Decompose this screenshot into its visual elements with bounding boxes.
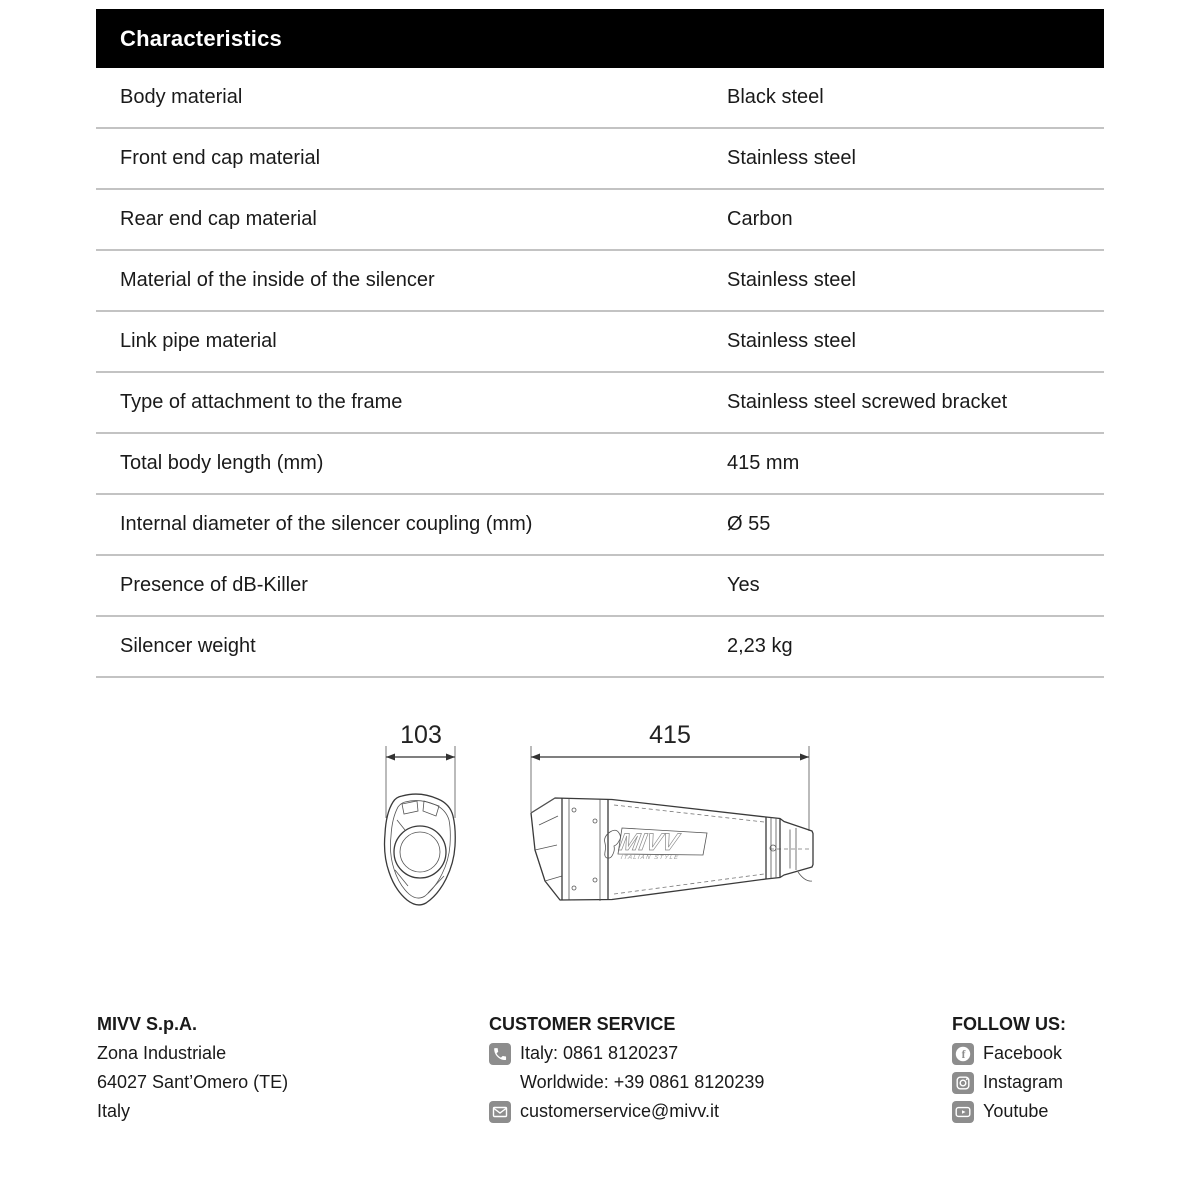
spec-value: Carbon: [727, 208, 793, 230]
spec-value: Ø 55: [727, 513, 771, 535]
table-row: [96, 373, 1104, 434]
technical-drawing: [350, 700, 830, 950]
social-label: Facebook: [983, 1043, 1063, 1063]
table-row: [96, 312, 1104, 373]
length-dimension-lines: [531, 746, 809, 831]
spec-value: Stainless steel screwed bracket: [727, 391, 1008, 413]
characteristics-title: Characteristics: [120, 25, 282, 51]
svg-text:f: f: [961, 1048, 966, 1061]
facebook-icon: [952, 1043, 974, 1065]
spec-label: Rear end cap material: [120, 208, 317, 230]
spec-label: Internal diameter of the silencer coupling (mm): [120, 513, 533, 535]
youtube-icon: [952, 1101, 974, 1123]
spec-label: Silencer weight: [120, 635, 256, 657]
spec-value: 2,23 kg: [727, 635, 793, 657]
phone-italy-number[interactable]: Italy: 0861 8120237: [520, 1043, 679, 1063]
table-row: [96, 68, 1104, 129]
email-row: [489, 1097, 889, 1126]
mivv-logo: [605, 828, 707, 861]
length-dimension-label: 415: [649, 721, 691, 749]
logo-wordmark: MIVV: [617, 829, 681, 856]
table-row: [96, 251, 1104, 312]
table-row: [96, 495, 1104, 556]
spec-label: Body material: [120, 86, 243, 108]
company-address-line: Zona Industriale: [97, 1043, 227, 1063]
table-row: [96, 434, 1104, 495]
instagram-icon: [952, 1072, 974, 1094]
company-address-line: Italy: [97, 1101, 131, 1121]
table-row: [96, 556, 1104, 617]
table-row: [96, 129, 1104, 190]
characteristics-header: [96, 9, 1104, 68]
phone-italy-row: [489, 1039, 889, 1068]
social-label: Instagram: [983, 1072, 1064, 1092]
spec-value: Yes: [727, 574, 760, 596]
follow-us-title: FOLLOW US:: [952, 1014, 1066, 1034]
phone-icon: [489, 1043, 511, 1065]
spec-label: Material of the inside of the silencer: [120, 269, 435, 291]
spec-value: Stainless steel: [727, 147, 856, 169]
social-link-instagram[interactable]: [952, 1068, 1172, 1097]
spec-value: 415 mm: [727, 452, 800, 474]
spec-value: Black steel: [727, 86, 824, 108]
spec-label: Total body length (mm): [120, 452, 324, 474]
email-icon: [489, 1101, 511, 1123]
social-link-facebook[interactable]: [952, 1039, 1172, 1068]
spec-table: [96, 68, 1104, 678]
phone-worldwide-row: [489, 1068, 889, 1097]
width-dimension-lines: [386, 746, 455, 818]
email-address[interactable]: customerservice@mivv.it: [520, 1101, 719, 1121]
footer-customer-service-block: [489, 1010, 889, 1126]
footer-follow-block: [952, 1010, 1172, 1126]
spec-label: Front end cap material: [120, 147, 321, 169]
spec-label: Link pipe material: [120, 330, 277, 352]
silencer-end-view: [385, 794, 456, 905]
width-dimension-label: 103: [400, 721, 442, 749]
company-address-line: 64027 Sant’Omero (TE): [97, 1072, 289, 1092]
customer-service-title: CUSTOMER SERVICE: [489, 1014, 676, 1034]
spec-label: Type of attachment to the frame: [120, 391, 403, 413]
table-row: [96, 190, 1104, 251]
social-link-youtube[interactable]: [952, 1097, 1172, 1126]
spec-value: Stainless steel: [727, 330, 856, 352]
spec-value: Stainless steel: [727, 269, 856, 291]
logo-tagline: ITALIAN STYLE: [620, 855, 680, 861]
phone-worldwide-number[interactable]: Worldwide: +39 0861 8120239: [520, 1072, 765, 1092]
social-label: Youtube: [983, 1101, 1049, 1121]
table-row: [96, 617, 1104, 678]
spec-label: Presence of dB-Killer: [120, 574, 308, 596]
company-name: MIVV S.p.A.: [97, 1014, 198, 1034]
footer-company-block: [97, 1010, 417, 1126]
